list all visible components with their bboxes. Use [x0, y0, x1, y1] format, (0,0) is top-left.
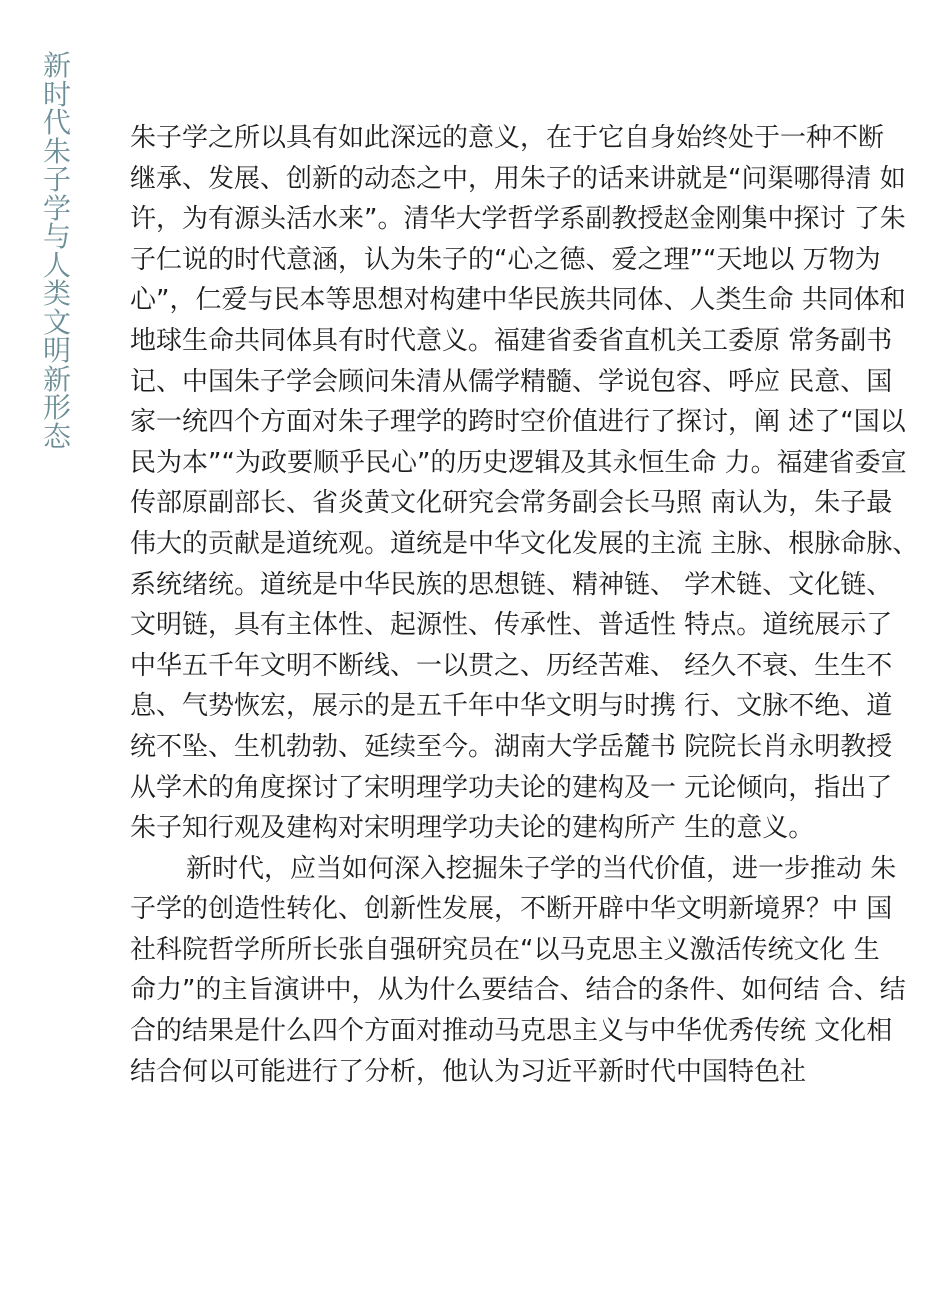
text-line: 家一统四个方面对朱子理学的跨时空价值进行了探讨，阐 述了“国以 [130, 407, 906, 438]
text-line: 统不坠、生机勃勃、延续至今。湖南大学岳麓书 院院长肖永明教授 [130, 731, 893, 762]
paragraph [130, 849, 906, 1093]
text-line: 命力”的主旨演讲中，从为什么要结合、结合的条件、如何结 合、结 [130, 975, 906, 1006]
text-line: 民为本”“为政要顺乎民心”的历史逻辑及其永恒生命 力。福建省委宣 [130, 447, 907, 478]
text-line: 继承、发展、创新的动态之中，用朱子的话来讲就是“问渠哪得清 如 [130, 163, 906, 194]
text-line: 文明链，具有主体性、起源性、传承性、普适性 特点。道统展示了 [130, 610, 893, 641]
text-line: 中华五千年文明不断线、一以贯之、历经苦难、 经久不衰、生生不 [130, 650, 893, 681]
text-line: 结合何以可能进行了分析，他认为习近平新时代中国特色社 [130, 1056, 807, 1087]
text-line: 合的结果是什么四个方面对推动马克思主义与中华优秀传统 文化相 [130, 1016, 893, 1047]
text-line: 心”，仁爱与民本等思想对构建中华民族共同体、人类生命 共同体和 [130, 285, 906, 316]
text-line: 子仁说的时代意涵，认为朱子的“心之德、爱之理”“天地以 万物为 [130, 244, 881, 275]
text-line: 从学术的角度探讨了宋明理学功夫论的建构及一 元论倾向，指出了 [130, 772, 893, 803]
text-line: 地球生命共同体具有时代意义。福建省委省直机关工委原 常务副书 [130, 325, 893, 356]
text-line: 朱子学之所以具有如此深远的意义，在于它自身始终处于一种不断 [130, 123, 885, 153]
text-line: 社科院哲学所所长张自强研究员在“以马克思主义激活传统文化 生 [130, 934, 880, 965]
running-header-vertical-title: 新时代朱子学与人类文明新形态 [42, 49, 71, 453]
text-line: 系统绪统。道统是中华民族的思想链、精神链、 学术链、文化链、 [130, 569, 893, 600]
page-body [130, 118, 919, 1092]
text-line: 新时代，应当如何深入挖掘朱子学的当代价值，进一步推动 朱 [186, 853, 897, 884]
text-line: 子学的创造性转化、创新性发展，不断开辟中华文明新境界？中 国 [130, 894, 893, 925]
text-line: 朱子知行观及建构对宋明理学功夫论的建构所产 生的意义。 [130, 813, 815, 844]
text-line: 许，为有源头活水来”。清华大学哲学系副教授赵金刚集中探讨 了朱 [130, 204, 906, 235]
text-line: 伟大的贡献是道统观。道统是中华文化发展的主流 主脉、根脉命脉、 [130, 528, 919, 559]
text-line: 传部原副部长、省炎黄文化研究会常务副会长马照 南认为，朱子最 [130, 488, 893, 519]
text-line: 息、气势恢宏，展示的是五千年中华文明与时携 行、文脉不绝、道 [130, 691, 893, 722]
paragraph [130, 118, 919, 849]
text-line: 记、中国朱子学会顾问朱清从儒学精髓、学说包容、呼应 民意、国 [130, 366, 893, 397]
